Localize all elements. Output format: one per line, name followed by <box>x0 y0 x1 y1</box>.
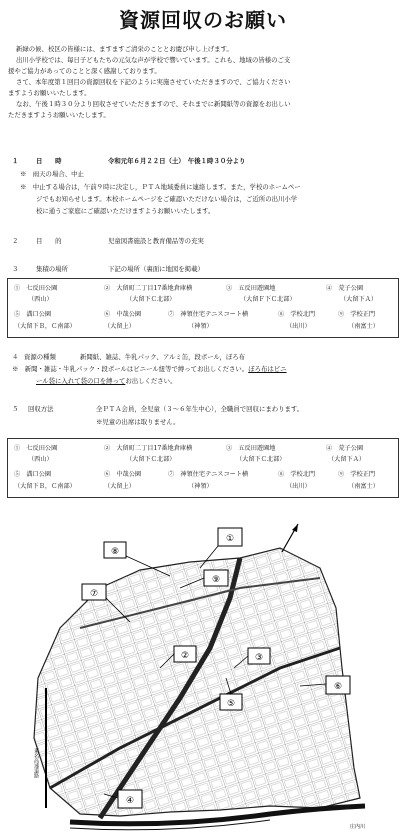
place-name: ⑥ 中哉公園 <box>104 471 142 478</box>
place-area: （大留上） <box>104 483 135 490</box>
intro-line: 援やご協力があってのことと深く感謝しております。 <box>8 67 161 75</box>
section-label: 集積の場所 <box>36 265 68 273</box>
svg-text:⑨: ⑨ <box>211 575 221 585</box>
place-area: （大留下Ｂ，Ｃ南部） <box>14 323 76 330</box>
place-area: （大留下Ｃ北部） <box>236 456 286 463</box>
section-number: ３ <box>12 265 19 273</box>
place-area: （出川） <box>286 483 311 490</box>
place-area: （大留下Ｂ，Ｃ南部） <box>14 483 76 490</box>
places-box <box>7 278 399 338</box>
method-note: ※児童の出席は取りません。 <box>96 418 180 426</box>
section-label: 目 的 <box>36 237 62 245</box>
place-area: （大留Ｆ下Ｃ北部） <box>240 296 296 303</box>
intro-line: さて、本年度第１回目の資源回収を下記のように実施させていただきますので、ご協力ください <box>16 78 291 86</box>
map-label: 東名高速道路 <box>33 748 39 778</box>
cancel-note: ジでもお知らせします。本校ホームページをご確認いただけない場合は，ご近所の出川小学 <box>36 195 298 203</box>
place-name: ③ 五反田遊園地 <box>226 445 276 452</box>
place-area: （大留下Ａ） <box>340 296 378 303</box>
places-box-repeat <box>7 438 399 498</box>
page-title: 資源回収のお願い <box>119 8 287 32</box>
place-area: （大留上） <box>104 323 135 330</box>
place-name: ① 七反田公園 <box>14 445 58 452</box>
place-area: （南富士） <box>348 483 379 490</box>
cancel-note: 校に通うご家庭にご確認いただけますようお願いいたします。 <box>36 207 215 215</box>
place-name: ⑨ 学校正門 <box>338 471 376 478</box>
section-number: １ <box>12 157 19 165</box>
method-value: 全ＰＴＡ会員，全児童（３～６年生中心），全職員で回収にまわります。 <box>96 405 304 413</box>
place-name: ⑤ 溝口公園 <box>14 471 52 478</box>
cancel-note: ※ 中止する場合は，午前９時に決定し，ＰＴＡ地域委員に連絡します。また，学校のホームペー <box>20 183 301 191</box>
place-area: （西山） <box>28 296 53 303</box>
svg-text:②: ② <box>180 651 190 661</box>
rain-note: ※ 雨天の場合、中止 <box>20 170 84 178</box>
section-label: 日 時 <box>36 157 62 165</box>
purpose-value: 児童図書施設と教育備品等の充実 <box>108 237 204 245</box>
svg-text:⑦: ⑦ <box>89 589 99 599</box>
place-area: （南富士） <box>348 323 379 330</box>
section-label: 回収方法 <box>28 405 54 413</box>
place-area: （大留下Ｃ北部） <box>126 296 176 303</box>
place-area: （西山） <box>28 456 53 463</box>
section-label: 資源の種類 <box>24 353 56 361</box>
place-area: （大留下Ｃ北部） <box>126 456 176 463</box>
place-area: （神領） <box>188 483 213 490</box>
materials-note <box>12 364 287 373</box>
svg-text:④: ④ <box>125 796 135 806</box>
place-name: ⑧ 学校北門 <box>278 471 316 478</box>
svg-text:⑧: ⑧ <box>110 547 120 557</box>
svg-text:③: ③ <box>254 653 264 663</box>
intro-line: 出川小学校では、毎日子どもたちの元気な声が学校で響いています。これも、地域の皆様のご支 <box>16 56 291 64</box>
svg-text:①: ① <box>225 534 235 544</box>
materials-value: 新聞紙、雑誌、牛乳パック、アルミ缶，段ボール，ぼろ布 <box>80 353 246 361</box>
collection-map <box>20 518 392 836</box>
place-name: ③ 五反田遊園地 <box>226 285 276 292</box>
section-number: ５ <box>12 405 19 413</box>
place-name: ⑨ 学校正門 <box>338 311 376 318</box>
intro-line: ますようお願いいたします。 <box>8 89 91 97</box>
svg-text:⑥: ⑥ <box>333 682 343 692</box>
materials-note-text: お出しください。 <box>125 377 177 385</box>
place-area: （神領） <box>188 323 213 330</box>
place-name: ⑦ 神領住宅テニスコート横 <box>168 311 249 318</box>
place-name: ① 七反田公園 <box>14 285 58 292</box>
svg-text:⑤: ⑤ <box>226 699 236 709</box>
place-name: ④ 荒子公園 <box>326 285 364 292</box>
section-number: ４ <box>12 353 19 361</box>
location-value: 下記の場所（裏面に地図を掲載） <box>108 265 204 273</box>
intro-line: 新緑の候、校区の皆様には、ますますご清栄のこととお慶び申し上げます。 <box>16 45 233 53</box>
place-name: ⑥ 中哉公園 <box>104 311 142 318</box>
materials-note-underlined: ール袋に入れて袋の口を縛って <box>36 377 126 385</box>
place-name: ② 大留町二丁目17番地倉庫横 <box>104 285 193 292</box>
materials-note <box>36 376 176 385</box>
place-area: （大留下Ａ） <box>328 456 366 463</box>
materials-note-underlined: ぼろ布はビニ <box>248 365 287 373</box>
intro-line: なお、午後１時３０分より回収させていただきますので、それまでに新聞紙等の資源をお出しい <box>16 100 291 108</box>
place-name: ② 大留町二丁目17番地倉庫横 <box>104 445 193 452</box>
place-name: ④ 荒子公園 <box>326 445 364 452</box>
materials-note-text: ※ 新聞・雑誌・牛乳パック・段ボールはビニール紐等で縛ってお出しください。 <box>12 365 249 373</box>
place-name: ⑧ 学校北門 <box>278 311 316 318</box>
place-area: （出川） <box>286 323 311 330</box>
section-number: ２ <box>12 237 19 245</box>
intro-line: ただきますようお願いいたします。 <box>8 111 110 119</box>
place-name: ⑦ 神領住宅テニスコート横 <box>168 471 249 478</box>
map-label: 庄内川 <box>350 824 366 830</box>
datetime-value: 令和元年６月２２日（土） 午後１時３０分より <box>108 157 246 165</box>
place-name: ⑤ 溝口公園 <box>14 311 52 318</box>
north-arrow-icon <box>282 524 298 552</box>
